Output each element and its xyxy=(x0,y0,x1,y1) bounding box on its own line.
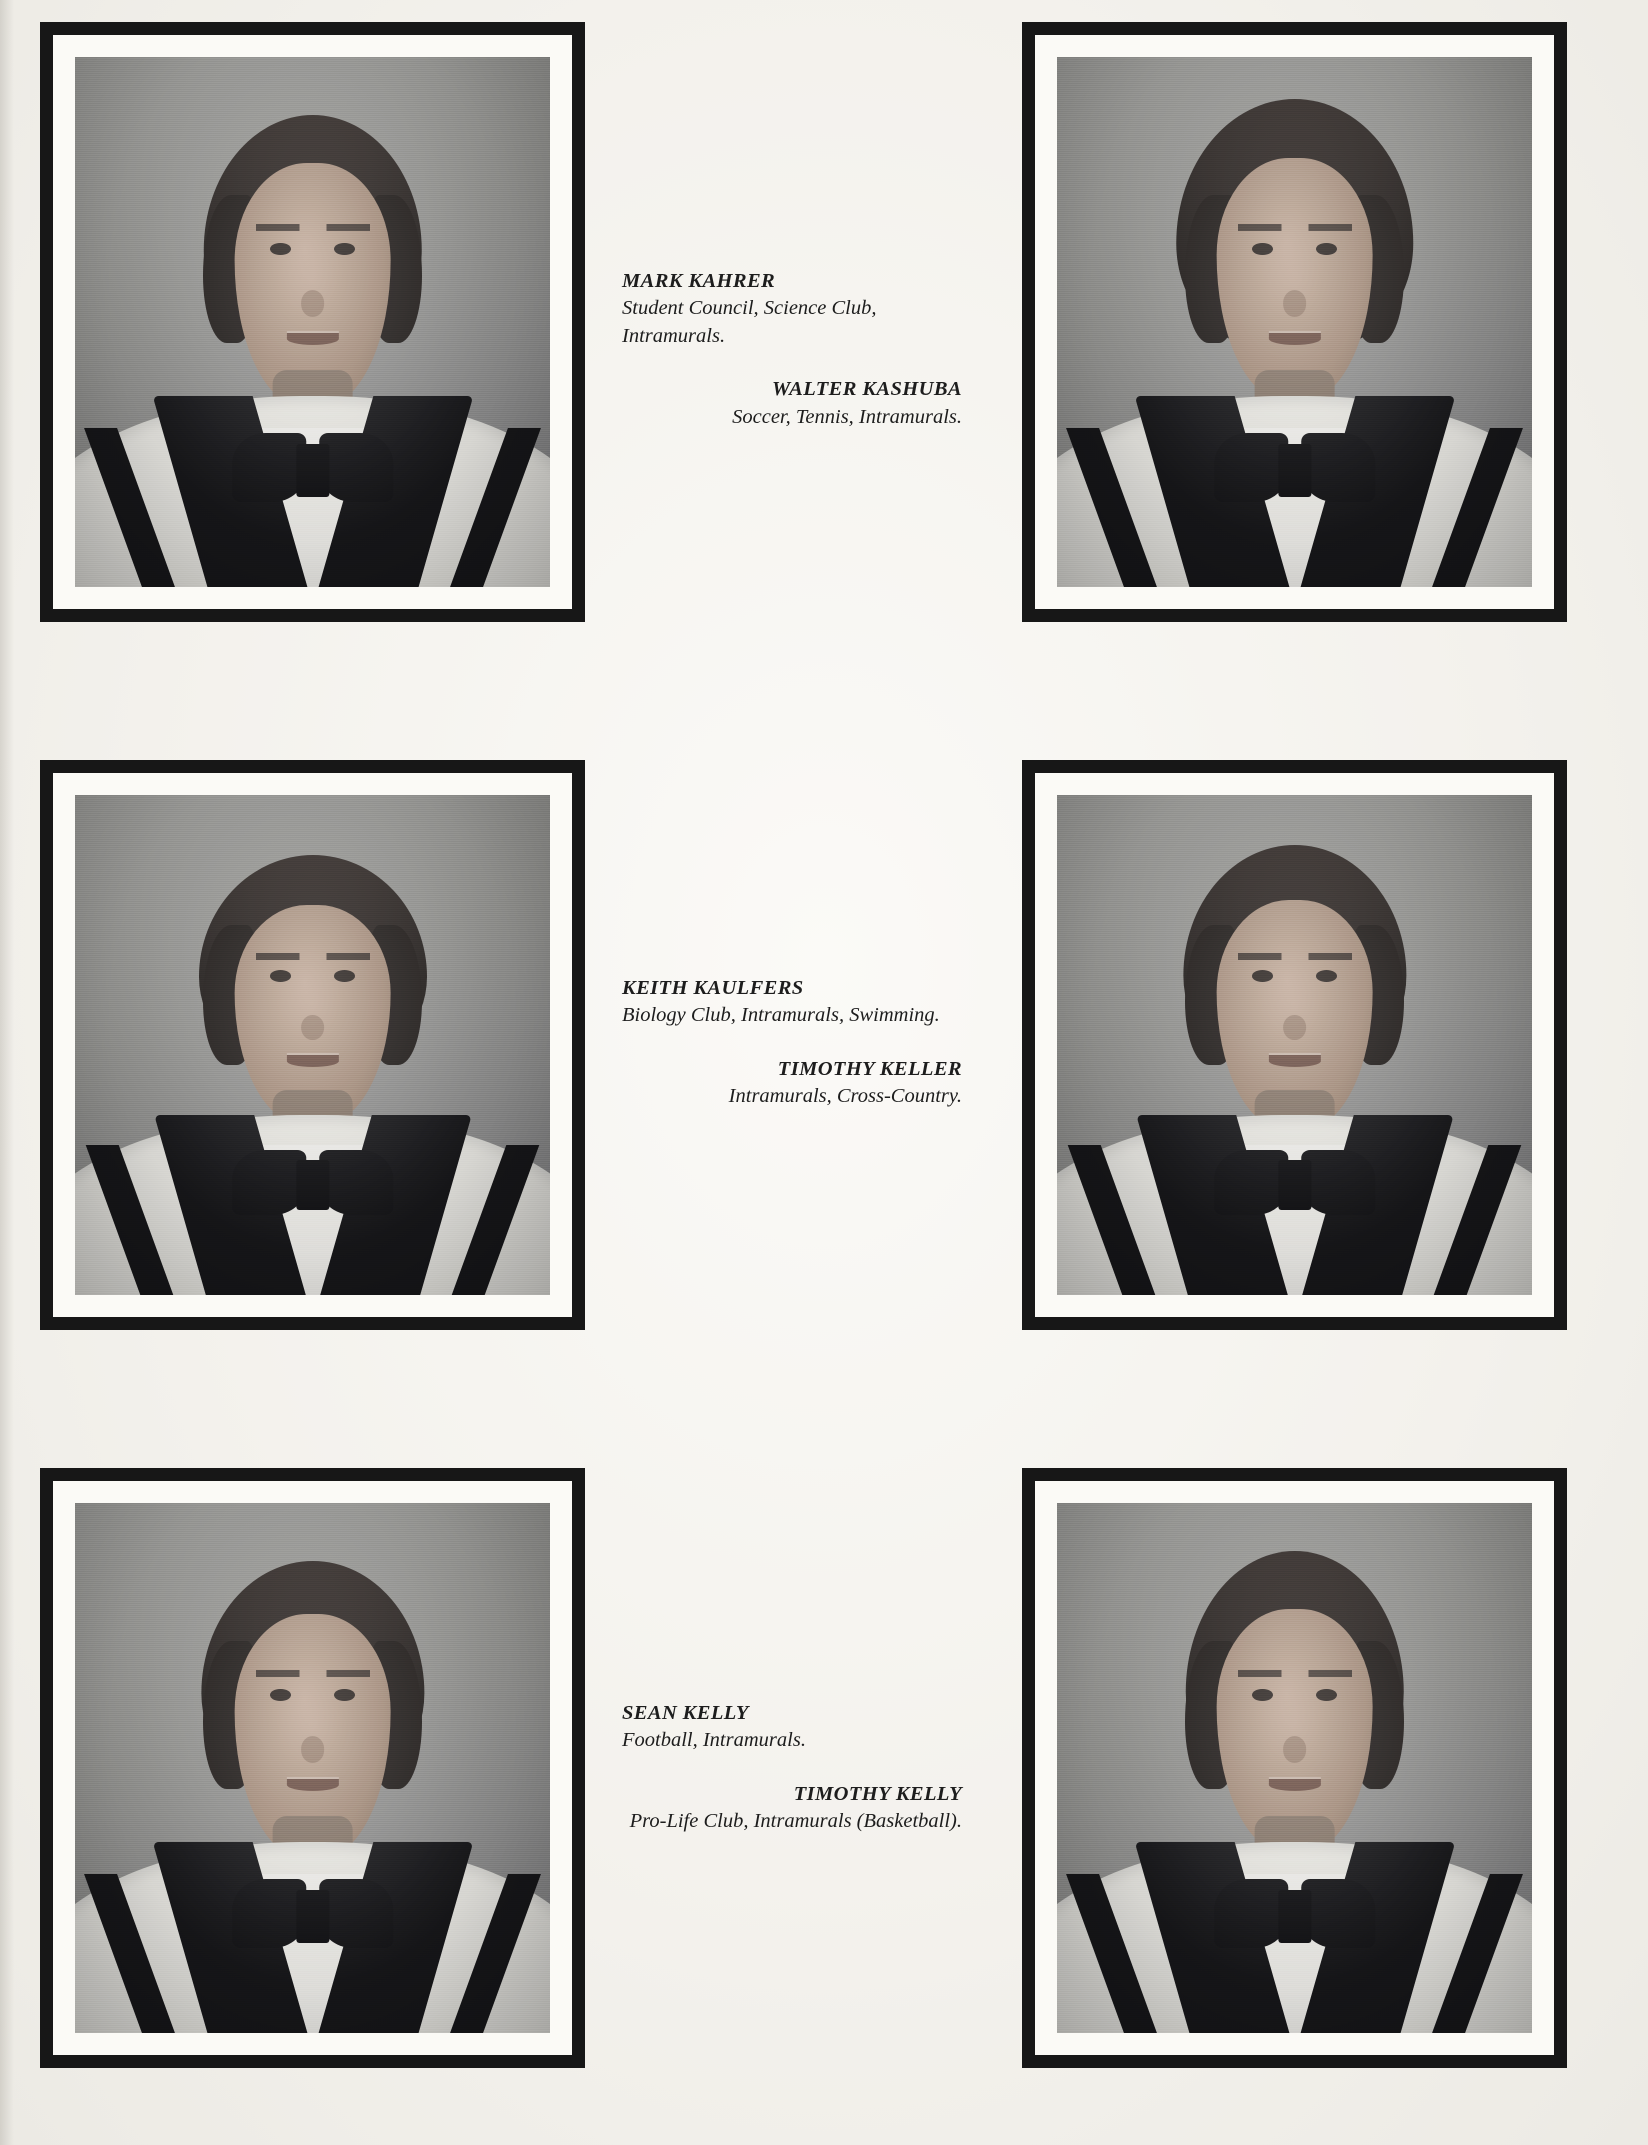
portrait-middle-left xyxy=(40,760,585,1330)
student-photo xyxy=(75,795,550,1295)
student-photo xyxy=(75,1503,550,2033)
photo-mat xyxy=(53,1481,572,2055)
student-activities: Football, Intramurals. xyxy=(622,1729,806,1752)
caption-row-2 xyxy=(622,975,962,1111)
photo-mat xyxy=(1035,1481,1554,2055)
portrait-top-left xyxy=(40,22,585,622)
student-photo xyxy=(1057,1503,1532,2033)
student-name: MARK KAHRER xyxy=(622,270,776,292)
student-name: TIMOTHY KELLER xyxy=(777,1057,962,1080)
portrait-top-right xyxy=(1022,22,1567,622)
student-activities: Pro-Life Club, Intramurals (Basketball). xyxy=(629,1810,962,1833)
photo-mat xyxy=(1035,35,1554,609)
caption-row-1 xyxy=(622,268,962,431)
caption-entry xyxy=(622,1056,962,1111)
caption-entry xyxy=(622,975,962,1030)
portrait-bottom-left xyxy=(40,1468,585,2068)
caption-entry xyxy=(622,1781,962,1836)
student-name: SEAN KELLY xyxy=(622,1702,749,1724)
student-photo xyxy=(1057,57,1532,587)
student-photo xyxy=(1057,795,1532,1295)
student-photo xyxy=(75,57,550,587)
photo-mat xyxy=(53,773,572,1317)
student-activities: Soccer, Tennis, Intramurals. xyxy=(732,405,962,428)
portrait-bottom-right xyxy=(1022,1468,1567,2068)
photo-mat xyxy=(1035,773,1554,1317)
student-name: TIMOTHY KELLY xyxy=(793,1782,962,1805)
student-activities: Intramurals, Cross-Country. xyxy=(728,1085,962,1108)
caption-entry xyxy=(622,376,962,431)
student-activities: Student Council, Science Club, Intramurals. xyxy=(622,297,877,347)
student-name: KEITH KAULFERS xyxy=(622,977,804,999)
portrait-middle-right xyxy=(1022,760,1567,1330)
caption-entry xyxy=(622,268,962,350)
student-name: WALTER KASHUBA xyxy=(772,378,962,401)
student-activities: Biology Club, Intramurals, Swimming. xyxy=(622,1004,940,1027)
caption-entry xyxy=(622,1700,962,1755)
caption-row-3 xyxy=(622,1700,962,1836)
photo-mat xyxy=(53,35,572,609)
